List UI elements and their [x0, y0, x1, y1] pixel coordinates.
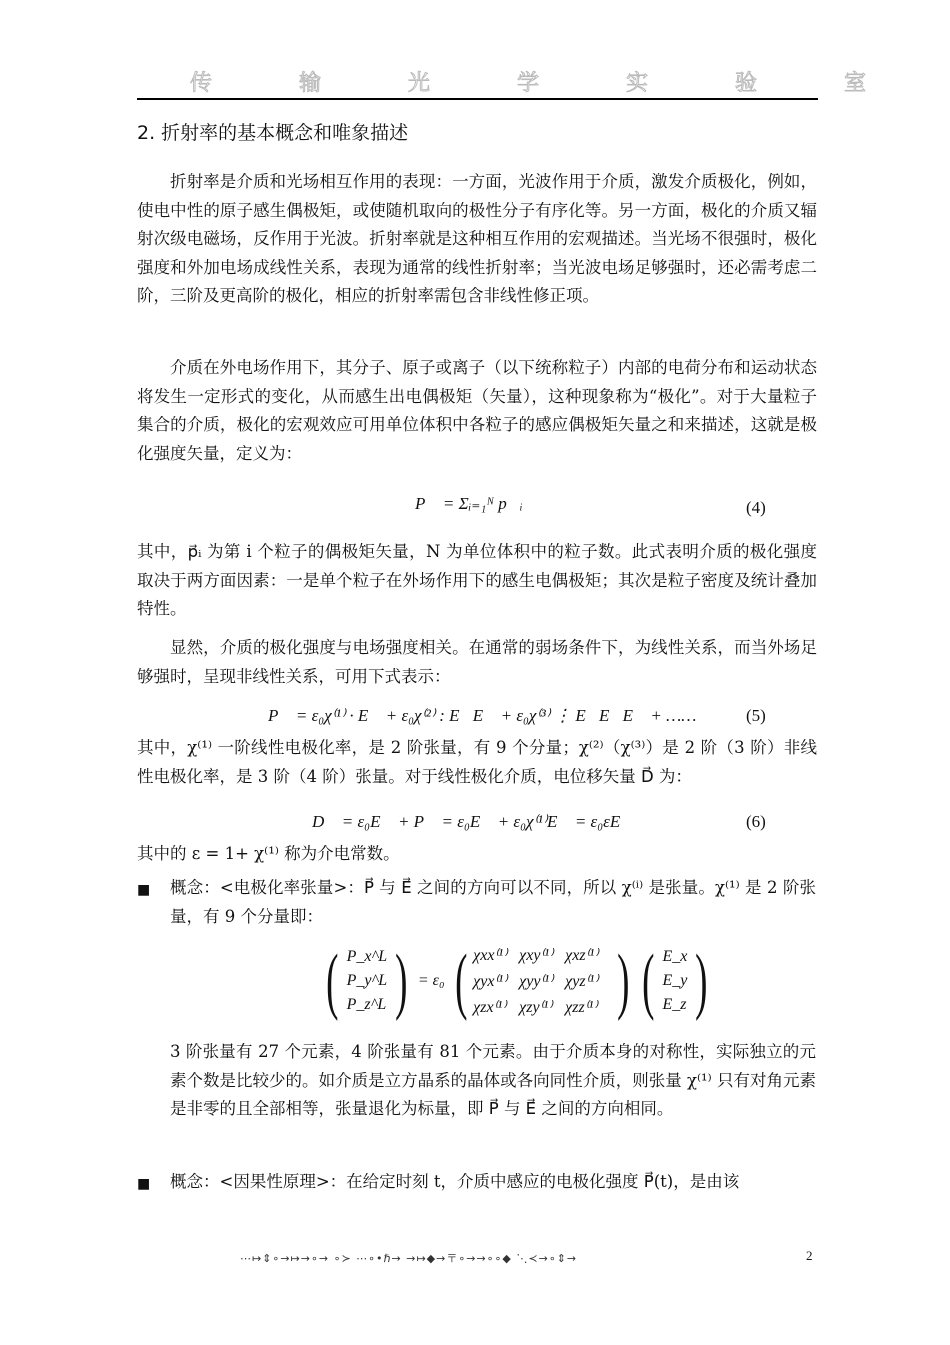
- paragraph-1: 折射率是介质和光场相互作用的表现：一方面，光波作用于介质，激发介质极化，例如，使电中性的原子感生偶极矩，或使随机取向的极性分子有序化等。另一方面，极化的介质又辐射次级电磁场，反作用于光波。折射率就是这种相互作用的宏观描述。当光场不很强时，极化强度和外加电场成线性关系，表现为通常的线性折射率；当光波电场足够强时，还必需考虑二阶，三阶及更高阶的极化，相应的折射率需包含非线性修正项。: [137, 172, 817, 305]
- bullet-1-text: 概念：<电极化率张量>：P⃗ 与 E⃗ 之间的方向可以不同，所以 χ⁽ⁱ⁾ 是张量。χ⁽¹⁾ 是 2 阶张量，有 9 个分量即：: [170, 878, 816, 926]
- matrix-cell: χyy⁽¹⁾: [519, 973, 554, 990]
- matrix-lhs-x: P_x^L: [346, 948, 388, 965]
- right-paren: ): [695, 940, 708, 1022]
- paragraph-4: 显然，介质的极化强度与电场强度相关。在通常的弱场条件下，为线性关系，而当外场足够强时，呈现非线性关系，可用下式表示：: [137, 638, 817, 686]
- left-paren: (: [454, 940, 468, 1022]
- matrix-rhs-z: E_z: [662, 996, 687, 1013]
- matrix-rhs-y: E_y: [662, 972, 688, 989]
- matrix-rhs-x: E_x: [662, 948, 688, 965]
- equation-4-number: (4): [746, 498, 766, 517]
- bullet-1-continuation: 3 阶张量有 27 个元素，4 阶张量有 81 个元素。由于介质本身的对称性，实际独立的元素个数是比较少的。如介质是立方晶系的晶体或各向同性介质，则张量 χ⁽¹⁾ 只有对角元素是非零的且全部相等，张量退化为标量，即 P⃗ 与 E⃗ 之间的方向相同。: [170, 1042, 816, 1118]
- page-footer: ⋯↦⇕∘→↦→∘→ ∘≻ ⋯∘•ℏ→ →↦◆→〒∘→→∘∘◆ ⋱≺→∘⇕→: [240, 1252, 578, 1265]
- equation-6: D⃗ = ε₀E⃗ + P⃗ = ε₀E⃗ + ε₀χ⁽¹⁾E⃗ = ε₀εE⃗: [312, 812, 634, 831]
- bullet-marker: ■: [137, 1176, 151, 1192]
- left-paren: (: [326, 940, 339, 1022]
- matrix-cell: χxz⁽¹⁾: [565, 947, 599, 964]
- page-number: 2: [806, 1248, 813, 1263]
- bullet-marker: ■: [137, 882, 151, 898]
- polarization-vector: [345, 948, 390, 1014]
- matrix-lhs-y: P_y^L: [346, 972, 388, 989]
- equation-4: P⃗ = Σᵢ₌₁ᴺ p⃗ᵢ: [415, 494, 523, 513]
- header-text: 传 输 光 学 实 验 室: [190, 71, 906, 96]
- paragraph-3: 其中，p⃗ᵢ 为第 i 个粒子的偶极矩矢量，N 为单位体积中的粒子数。此式表明介质的极化强度取决于两方面因素：一是单个粒子在外场作用下的感生电偶极矩；其次是粒子密度及统计叠加特性。: [137, 542, 817, 618]
- susceptibility-matrix-equation: [320, 940, 714, 1022]
- header-rule: [137, 98, 818, 100]
- left-paren: (: [641, 940, 655, 1022]
- field-vector: [660, 948, 689, 1014]
- right-paren: ): [617, 940, 630, 1022]
- matrix-cell: χzx⁽¹⁾: [473, 999, 507, 1016]
- susceptibility-matrix: [473, 945, 611, 1017]
- paragraph-6: 其中的 ε = 1+ χ⁽¹⁾ 称为介电常数。: [137, 844, 400, 863]
- bullet-2-text: 概念：<因果性原理>：在给定时刻 t，介质中感应的电极化强度 P⃗(t)，是由该: [170, 1172, 740, 1191]
- matrix-lhs-z: P_z^L: [346, 996, 387, 1013]
- section-title: 2. 折射率的基本概念和唯象描述: [137, 122, 409, 144]
- matrix-equals: = ε₀: [417, 972, 445, 989]
- matrix-cell: χzy⁽¹⁾: [519, 999, 553, 1016]
- paragraph-2: 介质在外电场作用下，其分子、原子或离子（以下统称粒子）内部的电荷分布和运动状态将发生一定形式的变化，从而感生出电偶极矩（矢量），这种现象称为“极化”。对于大量粒子集合的介质，极化的宏观效应可用单位体积中各粒子的感应偶极矩矢量之和来描述，这就是极化强度矢量，定义为：: [137, 358, 817, 463]
- matrix-cell: χyz⁽¹⁾: [565, 973, 599, 990]
- equation-5: P⃗ = ε₀χ⁽¹⁾ · E⃗ + ε₀χ⁽²⁾ : E⃗E⃗ + ε₀χ⁽³⁾ ⋮ E⃗E⃗E⃗ + ……: [268, 706, 697, 725]
- equation-6-number: (6): [746, 812, 766, 831]
- paragraph-5: 其中，χ⁽¹⁾ 一阶线性电极化率，是 2 阶张量，有 9 个分量；χ⁽²⁾（χ⁽³⁾）是 2 阶（3 阶）非线性电极化率，是 3 阶（4 阶）张量。对于线性极化介质，电位移矢量 D⃗ 为：: [137, 738, 817, 786]
- matrix-cell: χzz⁽¹⁾: [565, 999, 598, 1016]
- page-header: [190, 66, 906, 96]
- equation-5-number: (5): [746, 706, 766, 725]
- right-paren: ): [395, 940, 408, 1022]
- matrix-cell: χyx⁽¹⁾: [473, 973, 508, 990]
- matrix-cell: χxy⁽¹⁾: [519, 947, 554, 964]
- matrix-cell: χxx⁽¹⁾: [473, 947, 508, 964]
